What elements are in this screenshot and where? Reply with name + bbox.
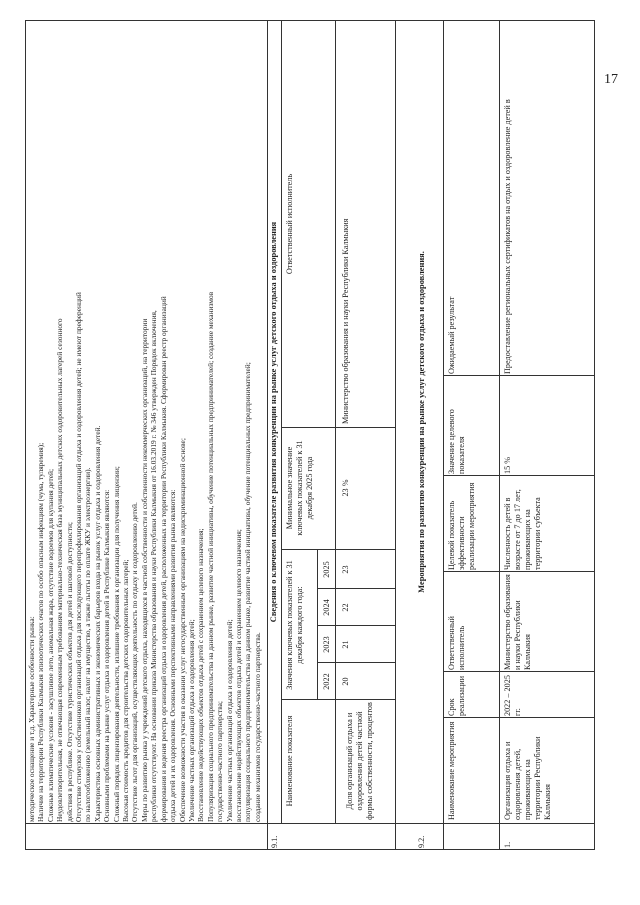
intro-line: Увеличение частных организаций отдыха и оздоровления детей; [186,619,196,822]
value-2025: 23 [341,565,350,574]
value-2022: 20 [341,677,350,686]
rule [281,427,395,428]
intro-line: методическое оснащение и т.д. Характерные особенности рынка: [27,616,36,822]
rule [267,20,268,850]
intro-line: Высокая стоимость кредитов для строительства детских оздоровительных лагерей; [121,559,131,822]
min-value: 23 % [341,479,350,497]
section-92-num: 9.2. [417,835,426,848]
intro-line: Сложный порядок лицензирования деятельности, излишние требования к организации для получения лицензии; [111,466,121,822]
expected-result: Предоставление региональных сертификатов на отдых и оздоровление детей в [503,99,512,374]
col-term: Срок реализации [447,675,466,716]
col-executor-92: Ответственный исполнитель [447,616,466,670]
rule [317,588,395,589]
rule [395,20,396,850]
value-2024: 22 [341,603,350,612]
col-measure-name: Наименование мероприятия [447,721,456,820]
intro-line: Отсутствие стимулов у собственников организаций отдыха для последующего перепрофилирования организаций отдыха и оздоровления детей; не имеют преференций [74,292,84,822]
intro-line: действия в республике. Отсутствие туристических объектов для детей и шаговой доступности; [64,522,74,822]
rule [443,571,595,572]
rule [499,20,500,850]
intro-line: республики отсутствуют. На основании приказа Министерства образования и науки Республики Калмыкия от 16.03.2019 г. № 346 утвержден Порядок включения, [149,310,159,822]
rule [443,20,444,850]
intro-line: Обеспечение возможности участия в оказании услуг негосударственным организациям на недискриминационной основе; [177,438,187,822]
intro-line: формирования и ведения реестра организаций отдыха и оздоровления детей, расположенных на территории Республики Калмыкия. Сформирован реестр организаций [158,296,168,822]
col-target: Значение целевого показателя [447,409,466,474]
rule [317,662,395,663]
indicator-name: Доля организаций отдыха и оздоровления детей частной формы собственности, процентов [345,702,374,820]
intro-line: государственно-частного партнерства; [215,701,225,822]
year-2023: 2023 [322,636,331,653]
col-min-value: Минимальное значение ключевых показателей к 31 декабря 2025 года [285,440,314,536]
intro-line: Увеличение частных организаций отдыха и оздоровления детей; [224,619,234,822]
rule [281,20,282,824]
col-executor: Ответственный исполнитель [285,173,294,275]
intro-line: Отсутствие льгот для организаций, осуществляющих деятельность по отдыху и оздоровлению детей. [130,502,140,822]
intro-text [27,26,262,822]
indicator: Численность детей в возрасте от 7 до 17 лет, проживающих на территории субъекта [503,489,542,570]
executor-92: Министерство образования и науки Республики Калмыкия [503,574,532,670]
section-92-title: Мероприятия по развитию конкуренции на рынке услуг детского отдыха и оздоровления. [417,251,426,593]
executor: Министерство образования и науки Республики Калмыкия [341,218,350,424]
rule [317,625,395,626]
intro-line: Наличие на территории Республики Калмыкия эпизоотических очагов по особо опасным инфекциям (чума, туляремия); [36,442,46,822]
section-91-title: Сведения о ключевом показателе развития конкуренции на рынке услуг детского отдыха и оздоровления [269,221,278,623]
intro-line: Сложные климатические условия - засушливое лето, аномальная жара, отсутствие водоемов для купания детей; [45,468,55,822]
rule [281,549,395,550]
col-values: Значения ключевых показателей к 31 декабря каждого года: [285,560,304,690]
intro-line: Характеристика основных административных и экономических барьеров входа на рынок услуг отдыха и оздоровления детей. [92,425,102,822]
intro-line: Неудовлетворительная, не отвечающая современным требованиям материально-техническая база муниципальных детских оздоровительных лагерей сезонного [55,318,65,822]
col-indicator-name: Наименование показателя [285,715,294,807]
col-indicator: Целевой показатель эффективности реализации мероприятия [447,482,476,570]
page-number: 17 [604,72,618,87]
section-91-num: 9.1. [270,835,279,848]
value-2023: 21 [341,640,350,649]
intro-line: Меры по развитию рынка у учреждений детского отдыха, находящихся в частной собственности и собственности некоммерческих организаций, на территории [139,318,149,822]
rule [335,20,336,824]
intro-line: восстановление недействующих объектов отдыха детей и сохранением целевого назначения; [233,529,243,822]
intro-line: популяризация социального предпринимательства на данном рынке, развитие частной инициативы, обучение потенциальных предпринимателей; [243,362,253,822]
col-result: Ожидаемый результат [447,296,456,374]
rule [443,375,595,376]
year-2024: 2024 [322,599,331,616]
term: 2022 – 2025 гг. [503,675,522,716]
year-2022: 2022 [322,673,331,690]
year-2025: 2025 [322,561,331,578]
intro-line: по налогообложению (земельный налог, налог на имущество, а также льготы по оплате ЖКУ и электроэнергии). [83,467,93,822]
intro-line: Основными проблемами на рынке услуг отдыха и оздоровления детей в Республике Калмыкия являются: [102,489,112,822]
intro-line: Популяризация социального предпринимательства на данном рынке, развитие частной инициативы, обучение потенциальных предпринимателей; создание механизмов [205,291,215,822]
target-value: 15 % [503,456,512,474]
rule [443,475,595,476]
rule [443,671,595,672]
rule [281,699,395,700]
rotated-document-table [25,20,595,850]
intro-line: создание механизмов государственно-частного партнерства. [252,632,262,822]
intro-line: отдыха детей и их оздоровления. Основными перспективными направлениями развития рынка являются: [168,489,178,822]
measure-name: Организация отдыха и оздоровления детей, проживающих на территории Республики Калмыкия [503,736,552,820]
intro-line: Восстановление недействующих объектов отдыха детей с сохранением целевого назначения; [196,528,206,822]
row-num: 1. [503,841,512,848]
rule [443,717,595,718]
